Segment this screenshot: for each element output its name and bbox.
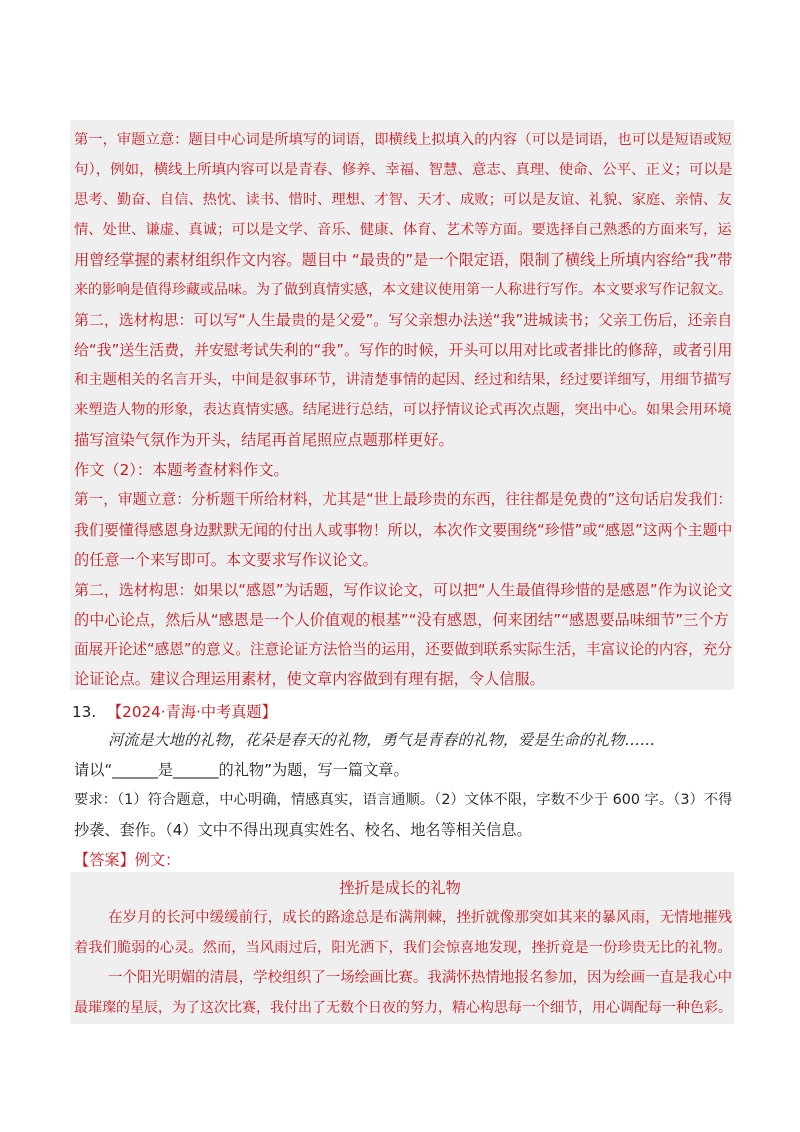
analysis2-line: 我们要懂得感恩身边默默无闻的付出人或事物！所以，本次作文要围绕“珍惜”或“感恩”这两个主题中 [74, 521, 733, 539]
analysis2-line: 的任意一个来写即可。本文要求写作议论文。 [74, 551, 378, 569]
question-number: 13. [72, 703, 97, 721]
analysis2-line: 的中心论点，然后从“感恩是一个人价值观的根基”“没有感恩，何来团结”“感恩要品味细节”三个方 [74, 611, 729, 629]
analysis2-line: 面展开论述“感恩”的意义。注意论证方法恰当的运用，还要做到联系实际生活，丰富议论的内容，充分 [74, 641, 732, 658]
analysis1-line: 第一，审题立意：题目中心词是所填写的词语，即横线上拟填入的内容（可以是词语，也可以是短语或短 [74, 132, 732, 148]
analysis1-line: 思考、勤奋、自信、热忱、读书、惜时、理想、才智、天才、成败；可以是友谊、礼貌、家庭、亲情、友 [74, 192, 732, 208]
essay-line: 在岁月的长河中缓缓前行，成长的路途总是布满荆棘，挫折就像那突如其来的暴风雨，无情地摧残 [108, 910, 733, 926]
analysis1-line: 情、处世、谦虚、真诚；可以是文学、音乐、健康、体育、艺术等方面。要选择自己熟悉的方面来写，运 [74, 222, 732, 238]
analysis1-line: 用曾经掌握的素材组织作文内容。题目中 “最贵的”是一个限定语，限制了横线上所填内容给“我”带 [74, 251, 733, 269]
answer-header [74, 850, 180, 870]
analysis2-line: 第二，选材构思：如果以“感恩”为话题，写作议论文，可以把“人生最值得珍惜的是感恩”作为议论文 [74, 581, 733, 599]
analysis2-line: 第一，审题立意：分析题干所给材料，尤其是“世上最珍贵的东西，往往都是免费的”这句话启发我们： [74, 491, 732, 508]
essay-title: 挫折是成长的礼物 [339, 879, 461, 897]
essay-line: 着我们脆弱的心灵。然而，当风雨过后，阳光洒下，我们会惊喜地发现，挫折竟是一份珍贵无比的礼物。 [74, 940, 732, 956]
question-instruction: 请以“______是______的礼物”为题，写一篇文章。 [74, 761, 409, 779]
essay-line: 最璀璨的星辰，为了这次比赛，我付出了无数个日夜的努力，精心构思每一个细节，用心调配每一种色彩。 [74, 1000, 732, 1016]
analysis1-line: 来塑造人物的形象，表达真情实感。结尾进行总结，可以抒情议论式再次点题，突出中心。如果会用环境 [74, 402, 732, 418]
answer-label: 【答案】 [74, 851, 135, 869]
question-prompt: 河流是大地的礼物，花朵是春天的礼物，勇气是青春的礼物，爱是生命的礼物…… [108, 731, 655, 749]
question-header [72, 702, 277, 722]
analysis1-line: 来的影响是值得珍藏或品味。为了做到真情实感，本文建议使用第一人称进行写作。本文要求写作记叙文。 [74, 282, 732, 298]
question-requirement-line: 抄袭、套作。（4）文中不得出现真实姓名、校名、地名等相关信息。 [74, 821, 532, 839]
question-requirement-line: 要求：（1）符合题意，中心明确，情感真实，语言通顺。（2）文体不限，字数不少于 600 字。（3）不得 [74, 792, 733, 808]
analysis1-line: 描写渲染气氛作为开头，结尾再首尾照应点题那样更好。 [74, 431, 454, 449]
question-source: 【2024·青海·中考真题】 [106, 703, 277, 721]
analysis1-line: 给“我”送生活费，并安慰考试失利的“我”。写作的时候，开头可以用对比或者排比的修辞，或者引用 [74, 341, 733, 359]
answer-label-suffix: 例文： [134, 851, 181, 869]
analysis1-line: 和主题相关的名言开头，中间是叙事环节，讲清楚事情的起因、经过和结果，经过要详细写，用细节描写 [74, 372, 732, 388]
analysis2-line: 作文（2）：本题考查材料作文。 [74, 461, 289, 479]
essay-line: 一个阳光明媚的清晨，学校组织了一场绘画比赛。我满怀热情地报名参加，因为绘画一直是我心中 [108, 970, 733, 986]
analysis1-line: 句），例如，横线上所填内容可以是青春、修养、幸福、智慧、意志、真理、使命、公平、正义；可以是 [74, 162, 733, 178]
analysis1-line: 第二，选材构思：可以写“人生最贵的是父爱”。写父亲想办法送“我”进城读书；父亲工伤后，还亲自 [74, 311, 733, 329]
analysis2-line: 论证论点。建议合理运用素材，使文章内容做到有理有据，令人信服。 [74, 670, 545, 688]
